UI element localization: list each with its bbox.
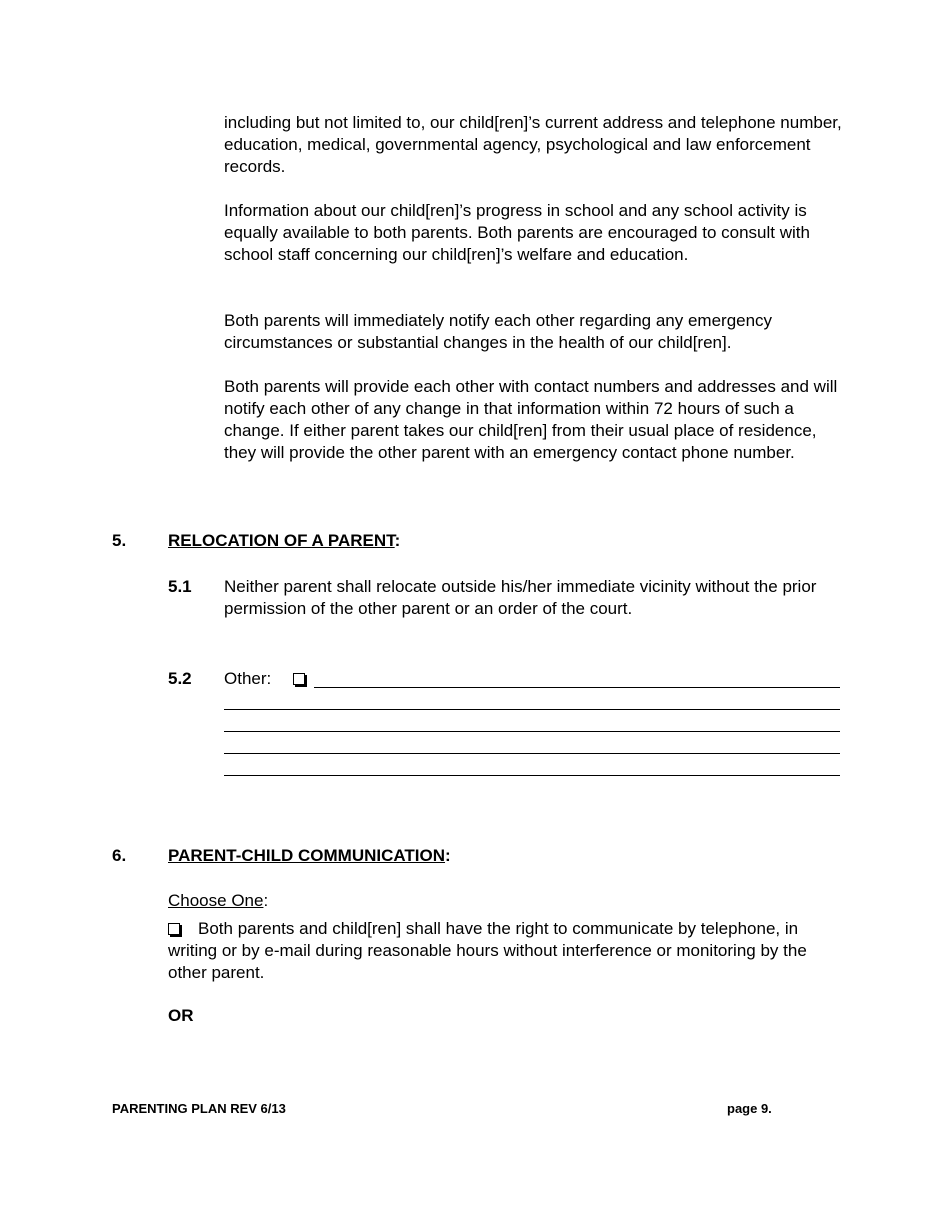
other-checkbox[interactable]	[293, 671, 305, 689]
choose-one-colon: :	[263, 891, 269, 910]
choose-one-text: Choose One	[168, 891, 264, 910]
option-communicate	[168, 918, 838, 984]
choose-one-label	[168, 890, 268, 912]
paragraph-records-access: including but not limited to, our child[ren]’s current address and telephone number, education, medical, governmental agency, psychological and law enforcement records.	[224, 113, 842, 176]
other-fill-line-1[interactable]	[314, 687, 840, 688]
section-5-title: RELOCATION OF A PARENT	[168, 531, 395, 550]
subsection-5-2-label: Other:	[224, 669, 272, 688]
section-6-title: PARENT-CHILD COMMUNICATION	[168, 846, 446, 865]
option-communicate-checkbox[interactable]	[168, 923, 180, 935]
paragraph-contact-numbers: Both parents will provide each other with contact numbers and addresses and will notify each other of any change in that information within 72 hours of such a change. If either parent takes our child[ren] from their usual place of residence, they will provide the other parent with an emergency contact phone number.	[224, 377, 838, 462]
checkbox-icon	[293, 673, 305, 685]
paragraph-emergency-notify: Both parents will immediately notify each other regarding any emergency circumstances or substantial changes in the health of our child[ren].	[224, 311, 773, 352]
section-5-number: 5.	[112, 531, 127, 550]
paragraph-school-info: Information about our child[ren]’s progress in school and any school activity is equally available to both parents. Both parents are encouraged to consult with school staff concerning our child[ren]’s welfare and education.	[224, 201, 810, 264]
subsection-5-2-number: 5.2	[168, 669, 192, 688]
subsection-5-1-number: 5.1	[168, 577, 192, 596]
footer-form-id: PARENTING PLAN REV 6/13	[112, 1101, 286, 1116]
option-communicate-text: Both parents and child[ren] shall have the right to communicate by telephone, in writing or by e-mail during reasonable hours without interference or monitoring by the other parent.	[168, 919, 807, 982]
other-fill-line-3[interactable]	[224, 731, 840, 732]
other-fill-line-5[interactable]	[224, 775, 840, 776]
other-fill-line-2[interactable]	[224, 709, 840, 710]
section-6-heading	[168, 846, 451, 866]
other-fill-line-4[interactable]	[224, 753, 840, 754]
section-6-number: 6.	[112, 846, 127, 865]
section-6-colon: :	[445, 846, 451, 865]
or-separator: OR	[168, 1006, 194, 1025]
footer-page-number: page 9.	[727, 1101, 772, 1116]
subsection-5-1-text: Neither parent shall relocate outside his/her immediate vicinity without the prior permission of the other parent or an order of the court.	[224, 577, 817, 618]
section-5-heading	[168, 531, 400, 551]
section-5-colon: :	[394, 531, 401, 550]
